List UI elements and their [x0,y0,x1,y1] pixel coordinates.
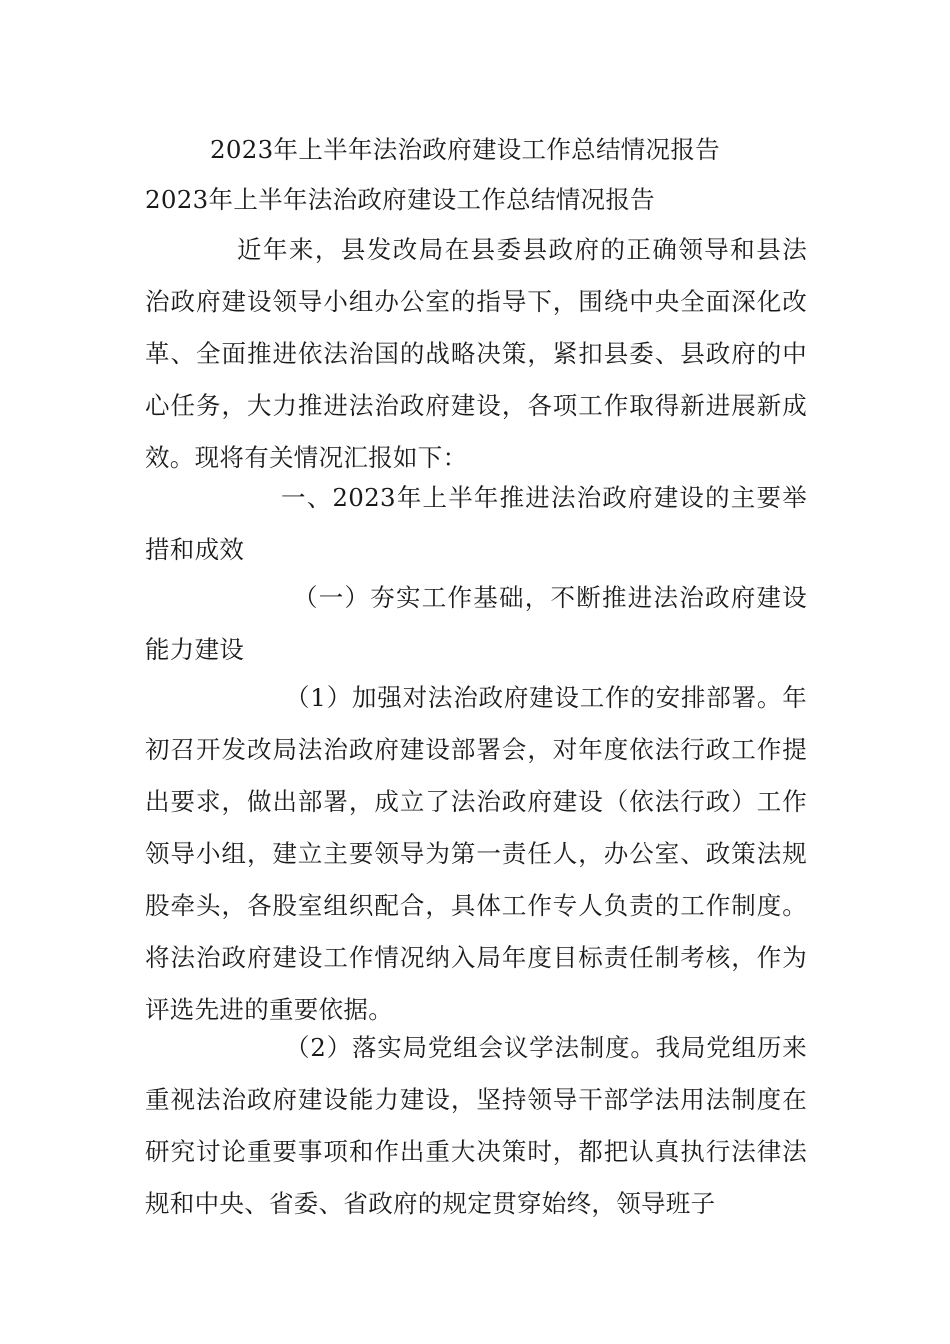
subsection-heading-1-1: （一）夯实工作基础，不断推进法治政府建设能力建设 [145,583,807,664]
item-paragraph-1: （1）加强对法治政府建设工作的安排部署。年初召开发改局法治政府建设部署会，对年度依法行政工作提出要求，做出部署，成立了法治政府建设（依法行政）工作领导小组，建立主要领导为第一责任人，办公室、政策法规股牵头，各股室组织配合，具体工作专人负责的工作制度。将法治政府建设工作情况纳入局年度目标责任制考核，作为评选先进的重要依据。 [145,683,807,1024]
intro-paragraph: 近年来，县发改局在县委县政府的正确领导和县法治政府建设领导小组办公室的指导下，围绕中央全面深化改革、全面推进依法治国的战略决策，紧扣县委、县政府的中心任务，大力推进法治政府建设，各项工作取得新进展新成效。现将有关情况汇报如下： [145,235,807,472]
section-heading-1: 一、2023年上半年推进法治政府建设的主要举措和成效 [145,483,807,564]
item-paragraph-2: （2）落实局党组会议学法制度。我局党组历来重视法治政府建设能力建设，坚持领导干部学法用法制度在研究讨论重要事项和作出重大决策时，都把认真执行法律法规和中央、省委、省政府的规定贯穿始终，领导班子 [145,1033,807,1218]
document-subtitle: 2023年上半年法治政府建设工作总结情况报告 [145,185,655,214]
document-title: 2023年上半年法治政府建设工作总结情况报告 [210,135,720,164]
